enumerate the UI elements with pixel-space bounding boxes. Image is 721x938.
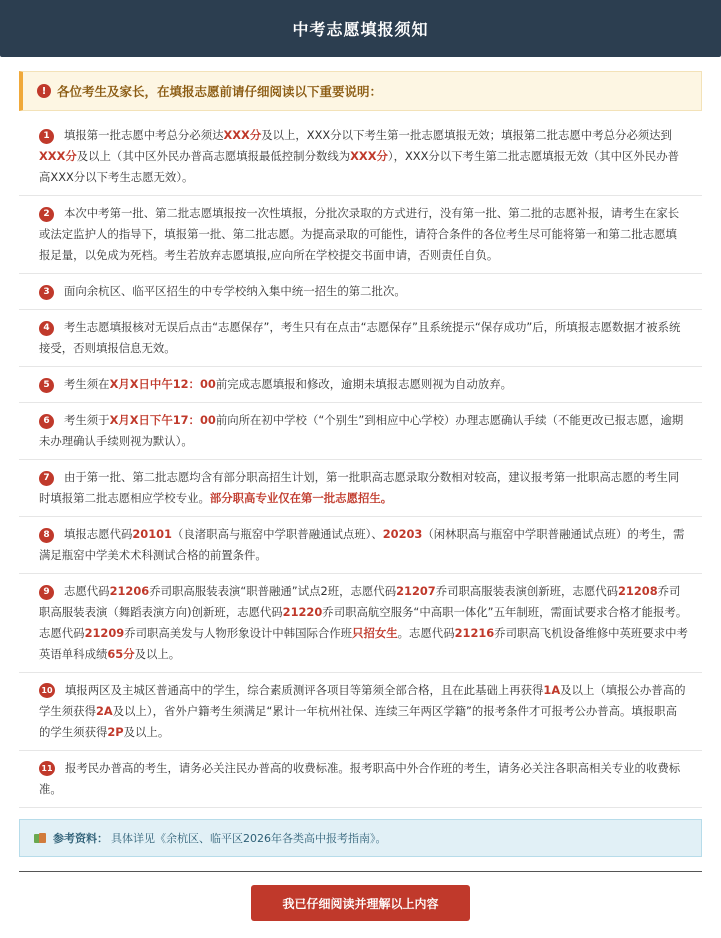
item-number-badge: 9 [39,585,54,600]
item-text: （良渚职高与瓶窑中学职普融通试点班）、 [172,527,383,541]
highlighted-text: 1A [543,683,561,697]
item-number-badge: 1 [39,129,54,144]
item-text: ），XXX分以下考生第二批志愿填报无效（其中区外民办普高XXX分以下考生志愿无效）。 [39,149,679,184]
item-text: 。志愿代码 [397,626,455,640]
item-text: 乔司职高航空服务“中高职一体化”五年制班，需面试要求合格才能报考。志愿代码 [39,605,688,640]
highlighted-text: 21209 [84,626,125,640]
highlighted-text: 2P [107,725,124,739]
item-number-badge: 8 [39,528,54,543]
item-text: 报考民办普高的考生，请务必关注民办普高的收费标准。报考职高中外合作班的考生，请务必关注各职高相关专业的收费标准。 [39,761,681,796]
item-number-badge: 11 [39,761,55,776]
notice-item [19,118,702,196]
notice-item [19,196,702,274]
item-text: 及以上。 [134,647,181,661]
item-text: 及以上。 [123,725,170,739]
books-icon [34,833,47,844]
highlighted-text: 21220 [282,605,323,619]
item-text: 填报第一批志愿中考总分必须达 [64,128,224,142]
confirm-read-button[interactable]: 我已仔细阅读并理解以上内容 [251,885,470,921]
notice-item [19,403,702,460]
item-text: 填报志愿代码 [64,527,133,541]
highlighted-text: 20203 [382,527,423,541]
highlighted-text: 21208 [618,584,658,598]
page-header [0,0,721,57]
notice-content [0,57,721,921]
notice-item [19,460,702,517]
item-text: 乔司职高服装表演“职普融通”试点2班，志愿代码 [149,584,397,598]
item-text: 及以上，XXX分以下考生第一批志愿填报无效；填报第二批志愿中考总分必须达到 [261,128,672,142]
warning-text: 各位考生及家长，在填报志愿前请仔细阅读以下重要说明： [57,84,383,99]
item-text: 及以上（其中区外民办普高志愿填报最低控制分数线为 [76,149,351,163]
highlighted-text: 部分职高专业仅在第一批志愿招生。 [209,491,393,505]
notice-item [19,574,702,673]
page-title: 中考志愿填报须知 [292,20,429,39]
notice-item [19,673,702,751]
item-text: 考生须在 [64,377,110,391]
notice-item [19,310,702,367]
highlighted-text: 21207 [396,584,436,598]
item-text: 面向余杭区、临平区招生的中专学校纳入集中统一招生的第二批次。 [64,284,406,298]
divider [19,871,702,872]
item-number-badge: 3 [39,285,54,300]
highlighted-text: 21216 [454,626,495,640]
highlighted-text: 只招女生 [352,626,398,640]
highlighted-text: 21206 [109,584,150,598]
item-text: 由于第一批、第二批志愿均含有部分职高招生计划，第一批职高志愿录取分数相对较高，建议报考第一批职高志愿的考生同时填报第二批志愿相应学校专业。 [39,470,680,505]
highlighted-text: 65分 [107,647,135,661]
item-text: 填报两区及主城区普通高中的学生，综合素质测评各项目等第须全部合格，且在此基础上再获得 [65,683,544,697]
item-number-badge: 6 [39,414,54,429]
item-text: 乔司职高服装表演（舞蹈表演方向)创新班，志愿代码 [39,584,681,619]
item-text: 乔司职高服装表演创新班，志愿代码 [435,584,618,598]
highlighted-text: XXX分 [350,149,388,163]
notice-list [19,118,702,808]
reference-label: 参考资料： [53,832,108,845]
item-text: （闲林职高与瓶窑中学职普融通试点班）的考生，需满足瓶窑中学美术术科测试合格的前置条件。 [39,527,685,562]
exclamation-icon: ! [37,84,51,98]
item-text: 及以上），省外户籍考生须满足“累计一年杭州社保、连续三年两区学籍”的报考条件才可报考公办普高。填报职高的学生须获得 [39,704,677,739]
item-text: 考生须于 [64,413,110,427]
notice-item [19,274,702,310]
item-number-badge: 2 [39,207,54,222]
item-text: 本次中考第一批、第二批志愿填报按一次性填报，分批次录取的方式进行，没有第一批、第二批的志愿补报，请考生在家长或法定监护人的指导下，填报第一批、第二批志愿。为提高录取的可能性，请符合条件的各位考生尽可能将第一和第二批志愿填报足量，以免成为死档。考生若放弃志愿填报,应向所在学校提交书面申请，否则责任自负。 [39,206,680,262]
highlighted-text: XXX分 [39,149,77,163]
item-text: 志愿代码 [64,584,110,598]
highlighted-text: X月X日下午17：00 [109,413,216,427]
item-number-badge: 5 [39,378,54,393]
notice-item [19,751,702,808]
highlighted-text: X月X日中午12：00 [109,377,216,391]
item-number-badge: 4 [39,321,54,336]
item-text: 乔司职高飞机设备维修中英班要求中考英语单科成绩 [39,626,688,661]
item-number-badge: 7 [39,471,54,486]
reference-text: 具体详见《余杭区、临平区2026年各类高中报考指南》。 [111,832,387,845]
item-text: 前完成志愿填报和修改，逾期未填报志愿则视为自动放弃。 [215,377,512,391]
item-text: 乔司职高美发与人物形象设计中韩国际合作班 [124,626,353,640]
item-text: 考生志愿填报核对无误后点击“志愿保存”，考生只有在点击“志愿保存”且系统提示“保存成功”后，所填报志愿数据才被系统接受，否则填报信息无效。 [39,320,681,355]
highlighted-text: 2A [95,704,113,718]
reference-box [19,819,702,857]
highlighted-text: XXX分 [223,128,262,142]
notice-item [19,367,702,403]
item-text: 前向所在初中学校（“个别生”到相应中心学校）办理志愿确认手续（不能更改已报志愿，逾期未办理确认手续则视为默认）。 [39,413,684,448]
item-number-badge: 10 [39,683,55,698]
highlighted-text: 20101 [132,527,172,541]
item-text: 及以上（填报公办普高的学生须获得 [39,683,686,718]
warning-banner [19,71,702,111]
notice-item [19,517,702,574]
